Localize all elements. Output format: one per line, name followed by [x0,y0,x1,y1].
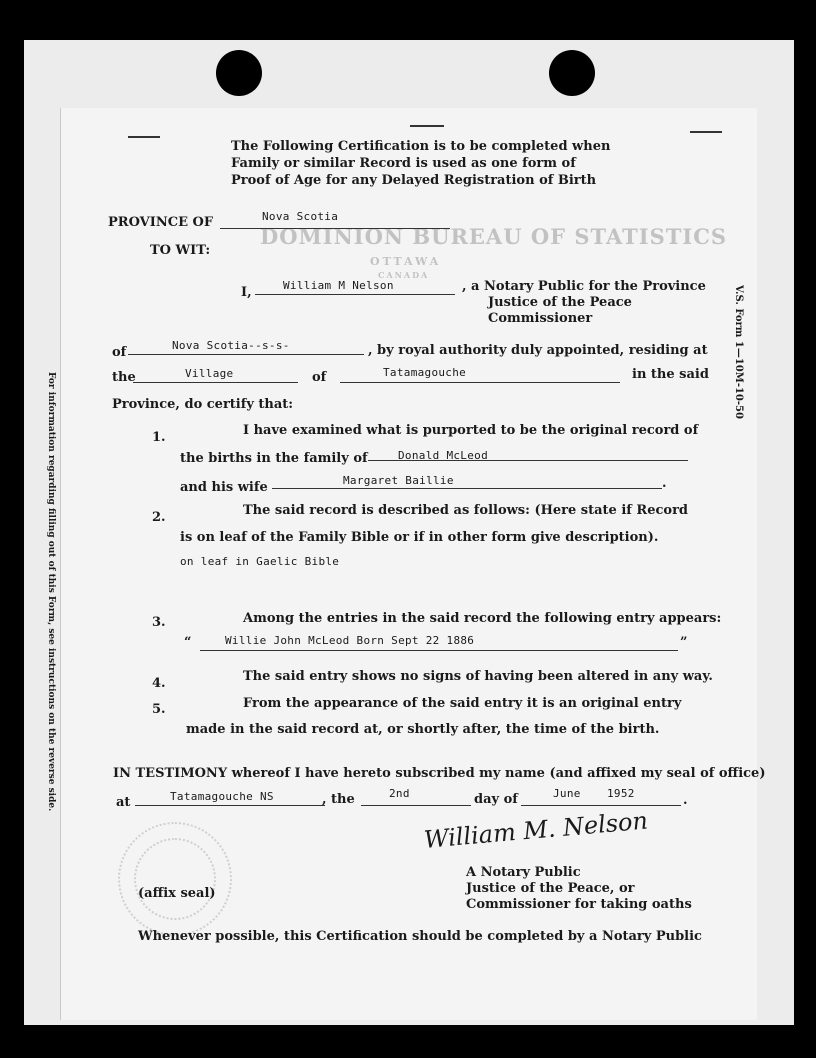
quote-close: ” [680,635,688,650]
watermark-country: CANADA [378,270,430,280]
affix-seal-label: (affix seal) [138,886,216,901]
item-5-number: 5. [152,702,166,717]
seal-inner-ring [134,838,216,920]
item-1-number: 1. [152,430,166,445]
item-3-number: 3. [152,615,166,630]
notary-text: , a Notary Public for the Province [462,279,706,294]
mother-period: . [662,476,667,491]
item-1-text: I have examined what is purported to be the original record of [243,423,699,438]
province-line [220,228,450,229]
of-value: Nova Scotia--s-s- [172,339,290,352]
at-line [135,805,325,806]
place-type-line [133,382,298,383]
births-text: the births in the family of [180,451,368,466]
place-type-value: Village [185,367,234,380]
margin-dash [410,125,444,127]
month-value: June [553,787,581,800]
item-2-text-2: is on leaf of the Family Bible or if in other form give description). [180,530,659,545]
mother-line [272,488,662,489]
notary-signature: William M. Nelson [422,806,649,854]
day-value: 2nd [389,787,410,800]
entry-line [200,650,678,651]
watermark-title: DOMINION BUREAU OF STATISTICS [260,224,728,249]
certify-text: Province, do certify that: [112,397,294,412]
jp-text: Justice of the Peace [488,295,632,310]
testimony-text [113,766,765,781]
item-5-text-2: made in the said record at, or shortly after, the time of the birth. [186,722,660,737]
header-line-2: Family or similar Record is used as one form of [231,156,576,171]
margin-dash [690,131,722,133]
header-line-3: Proof of Age for any Delayed Registration of Birth [231,173,597,188]
quote-open: “ [184,635,192,650]
header-line-1: The Following Certification is to be completed when [231,139,611,154]
punch-hole-left [216,50,262,96]
item-4-number: 4. [152,676,166,691]
testimony-bold: IN TESTIMONY [113,766,228,781]
form-code: V.S. Form 1—10M-10-50 [733,285,744,419]
entry-value: Willie John McLeod Born Sept 22 1886 [225,634,475,647]
date-period: . [683,793,688,808]
of-line [128,354,364,355]
said-text: in the said [632,367,709,382]
year-value: 1952 [607,787,635,800]
signature-notary: A Notary Public [466,865,581,880]
the-label-2: , the [322,792,355,807]
commissioner-text: Commissioner [488,311,593,326]
signature-commissioner: Commissioner for taking oaths [466,897,692,912]
i-label: I, [241,285,252,300]
margin-instructions: For information regarding filling out of this Form, see instructions on the reverse side. [46,372,56,812]
of-label: of [112,345,127,360]
watermark-city: OTTAWA [370,255,442,268]
signature-jp: Justice of the Peace, or [466,881,635,896]
place-line [340,382,620,383]
wife-text: and his wife [180,480,268,495]
place-value: Tatamagouche [383,366,467,379]
notary-name-value: William M Nelson [283,279,394,292]
the-label: the [112,370,136,385]
item-3-text: Among the entries in the said record the following entry appears: [243,611,722,626]
description-value: on leaf in Gaelic Bible [180,555,340,568]
footer-note: Whenever possible, this Certification should be completed by a Notary Public [138,929,702,944]
punch-hole-right [549,50,595,96]
margin-dash [128,136,160,138]
province-value: Nova Scotia [262,210,339,223]
of-label-2: of [312,370,327,385]
item-2-number: 2. [152,510,166,525]
month-line [521,805,681,806]
item-2-text: The said record is described as follows: (Here state if Record [243,503,689,518]
province-label: PROVINCE OF [108,215,214,230]
name-line [255,294,455,295]
testimony-rest: whereof I have hereto subscribed my name (and affixed my seal of office) [227,766,766,781]
to-wit-label: TO WIT: [150,243,211,258]
day-of-text: day of [474,792,518,807]
at-value: Tatamagouche NS [170,790,274,803]
item-4-text: The said entry shows no signs of having been altered in any way. [243,669,713,684]
father-value: Donald McLeod [398,449,488,462]
mother-value: Margaret Baillie [343,474,454,487]
day-line [361,805,471,806]
item-5-text: From the appearance of the said entry it is an original entry [243,696,682,711]
royal-text: , by royal authority duly appointed, residing at [368,343,708,358]
at-label: at [116,795,131,810]
